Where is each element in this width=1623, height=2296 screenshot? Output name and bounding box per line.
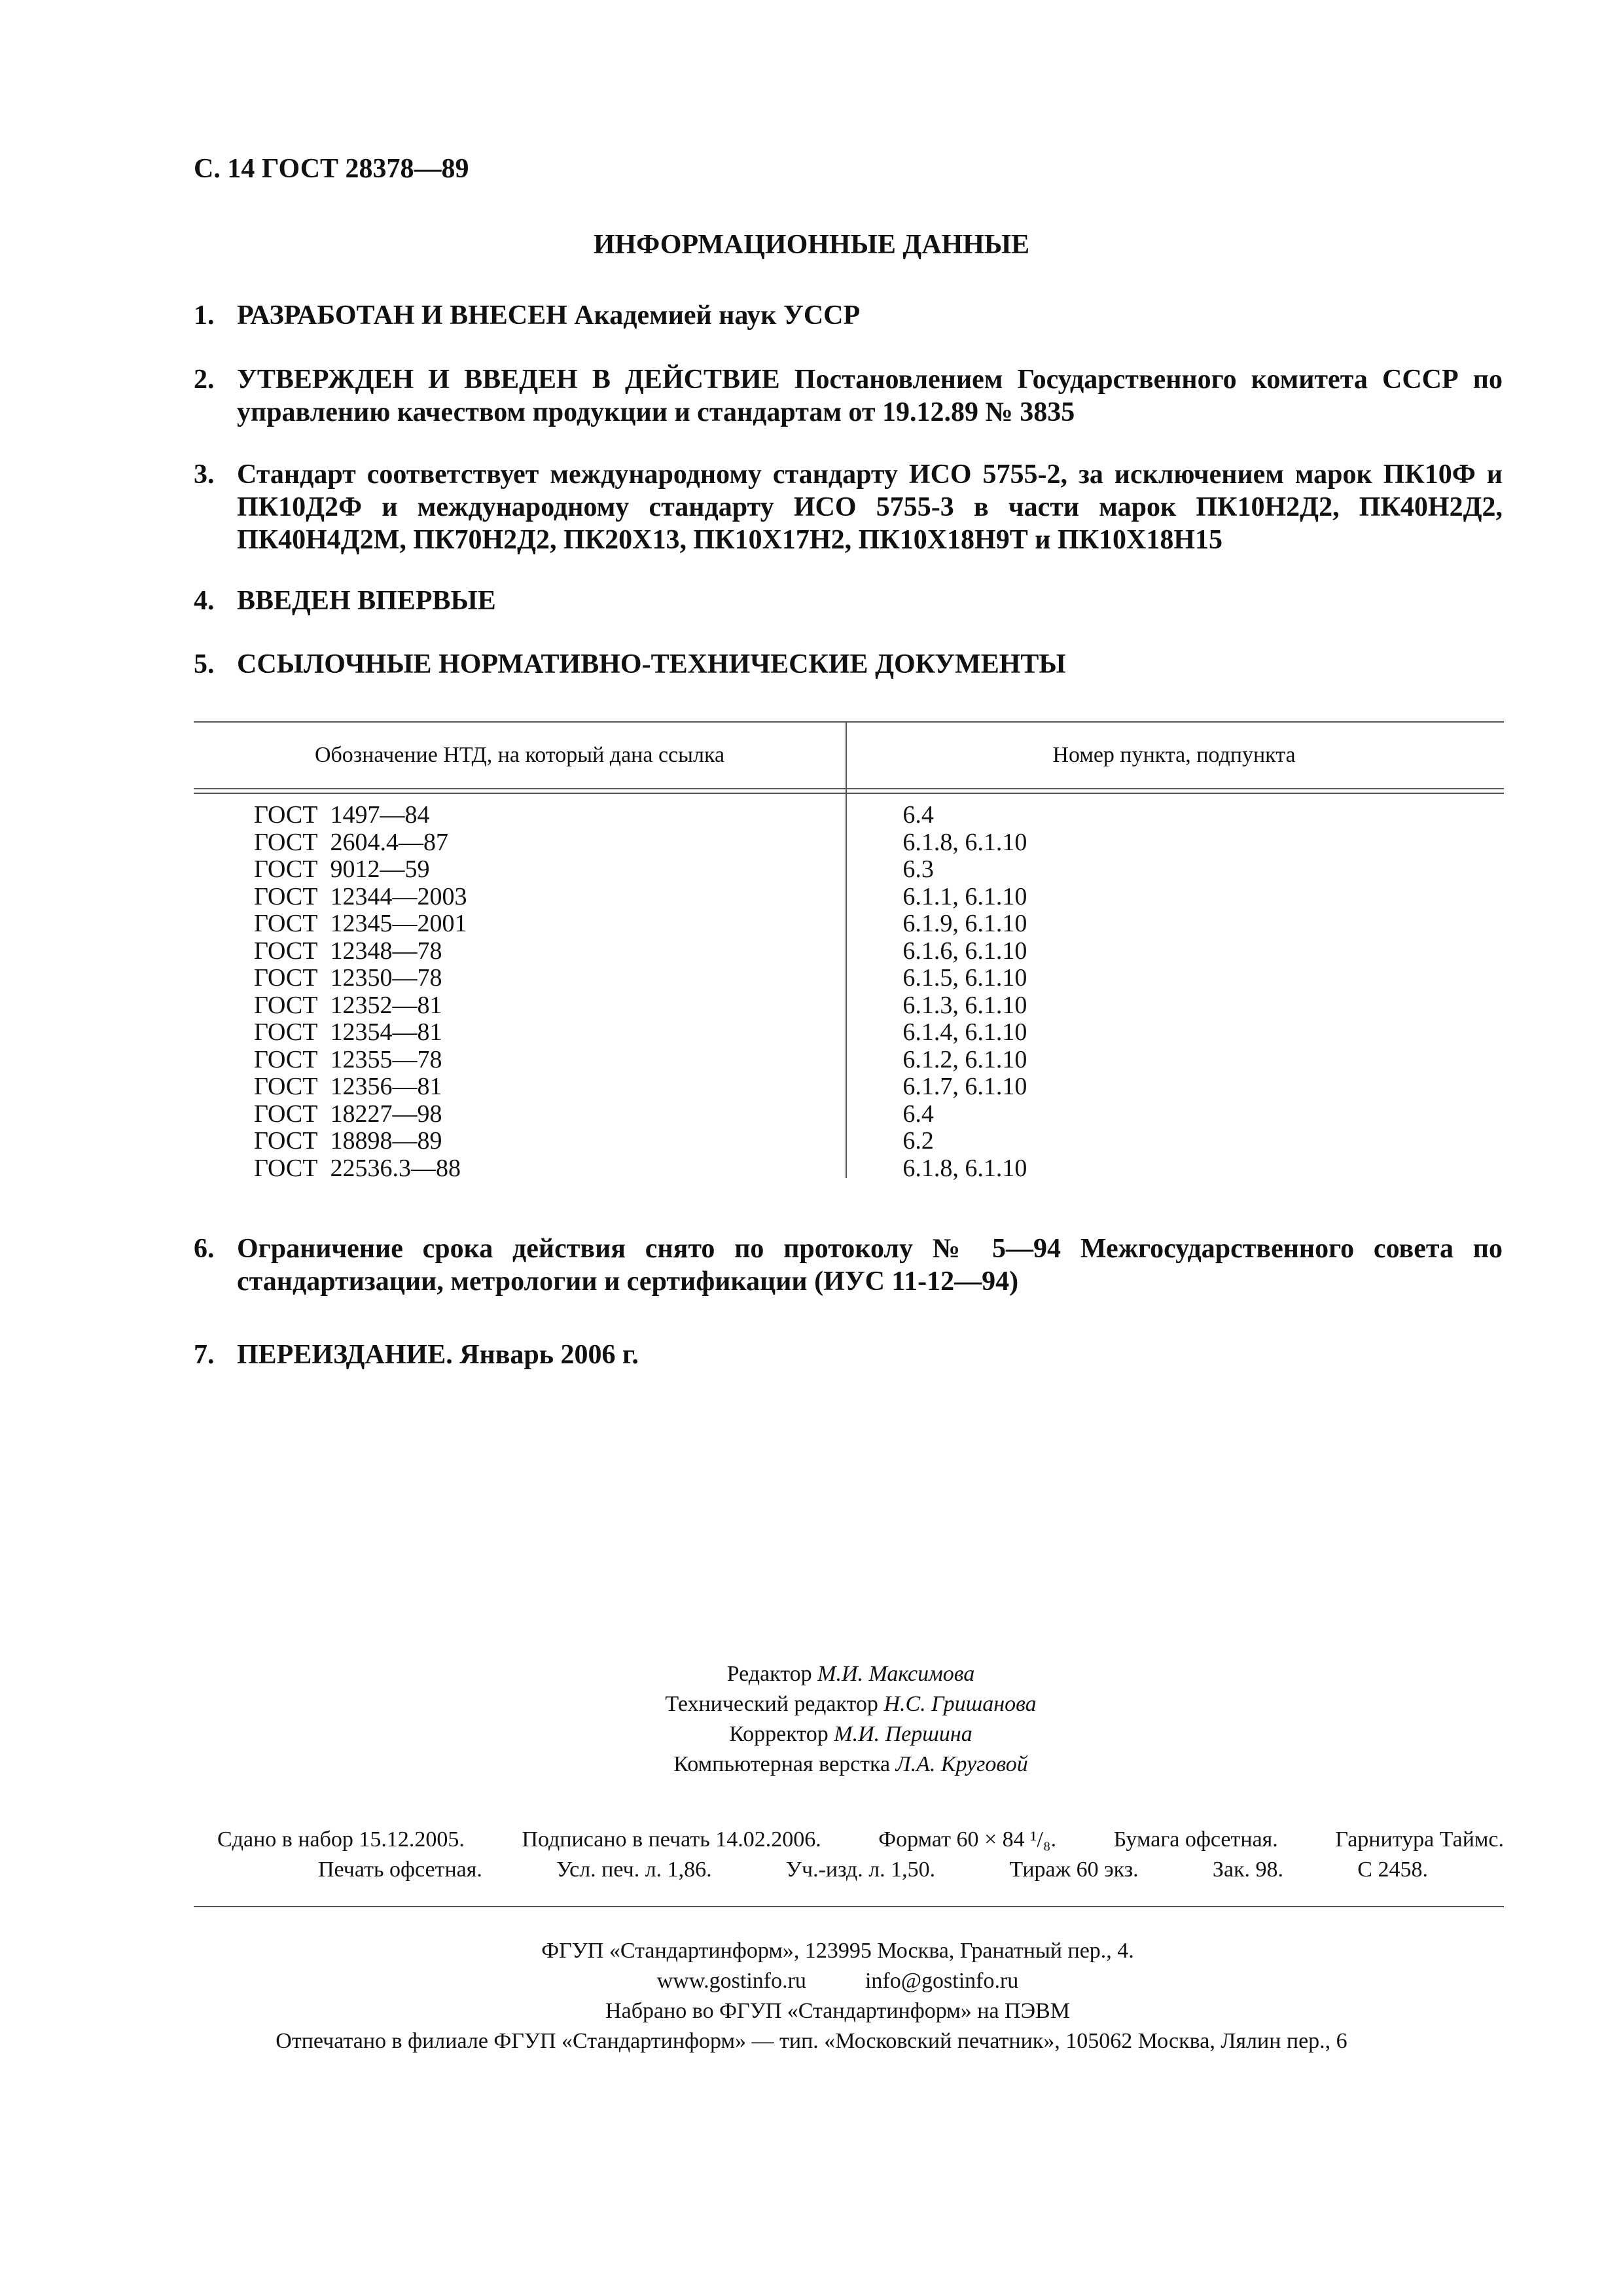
table-body (194, 794, 1504, 1182)
publisher-email-link[interactable]: info@gostinfo.ru (865, 1969, 1019, 1993)
table-cell-designation: ГОСТ 12352—81 (254, 991, 442, 1019)
imprint-field: С 2458. (1357, 1857, 1428, 1882)
item-text: РАЗРАБОТАН И ВНЕСЕН Академией наук УССР (237, 300, 861, 331)
table-cell-clause: 6.1.4, 6.1.10 (902, 1018, 1027, 1046)
imprint-field: Сдано в набор 15.12.2005. (217, 1827, 465, 1852)
item-number: 2. (194, 365, 215, 395)
item-text: Стандарт соответствует международному стандарту ИСО 5755-2, за исключением марок ПК10Ф и ПК10Д2Ф и международному стандарту ИСО 5755-3 в части марок ПК10Н2Д2, ПК40Н2Д2, ПК40Н4Д2М, ПК70Н2Д2, ПК20Х13, ПК10Х17Н2, ПК10Х18Н9Т и ПК10Х18Н15 (237, 459, 1503, 555)
imprint-field: Печать офсетная. (318, 1857, 482, 1882)
item-number: 1. (194, 300, 215, 331)
info-item-3 (194, 458, 1503, 556)
publisher-block (0, 1936, 1623, 2056)
table-cell-designation: ГОСТ 12350—78 (254, 964, 442, 992)
table-cell-designation: ГОСТ 18227—98 (254, 1100, 442, 1128)
table-cell-designation: ГОСТ 9012—59 (254, 855, 430, 883)
table-cell-designation: ГОСТ 1497—84 (254, 801, 430, 829)
running-head: С. 14 ГОСТ 28378—89 (194, 154, 469, 184)
table-cell-clause: 6.1.8, 6.1.10 (902, 1154, 1027, 1182)
reference-clauses (850, 794, 1504, 1182)
item-number: 6. (194, 1234, 215, 1264)
table-header (194, 723, 1504, 788)
imprint-field: Формат 60 × 84 ¹/₈. (878, 1827, 1057, 1852)
table-cell-clause: 6.1.6, 6.1.10 (902, 937, 1027, 965)
table-cell-clause: 6.1.1, 6.1.10 (902, 882, 1027, 910)
table-cell-clause: 6.1.3, 6.1.10 (902, 991, 1027, 1019)
table-cell-clause: 6.1.7, 6.1.10 (902, 1073, 1027, 1100)
publisher-website-link[interactable]: www.gostinfo.ru (656, 1969, 806, 1993)
imprint-line-1 (194, 1825, 1504, 1855)
publisher-printed: Отпечатано в филиале ФГУП «Стандартинформ» — тип. «Московский печатник», 105062 Москва, Лялин пер., 6 (276, 2029, 1347, 2053)
table-cell-designation: ГОСТ 12348—78 (254, 937, 442, 965)
table-cell-designation: ГОСТ 12355—78 (254, 1045, 442, 1073)
reference-designations (194, 794, 850, 1182)
item-number: 4. (194, 586, 215, 616)
imprint-field: Бумага офсетная. (1113, 1827, 1278, 1852)
table-header-rule (194, 788, 1504, 789)
table-cell-clause: 6.2 (902, 1127, 934, 1155)
item-text: ССЫЛОЧНЫЕ НОРМАТИВНО-ТЕХНИЧЕСКИЕ ДОКУМЕНТЫ (237, 649, 1066, 679)
item-text: ПЕРЕИЗДАНИЕ. Январь 2006 г. (237, 1340, 639, 1370)
table-cell-designation: ГОСТ 18898—89 (254, 1127, 442, 1155)
info-item-2 (194, 363, 1503, 429)
publisher-contacts (0, 1966, 1623, 1996)
credit-role: Корректор (729, 1722, 829, 1746)
credit-role: Компьютерная верстка (673, 1752, 891, 1776)
page-title: ИНФОРМАЦИОННЫЕ ДАННЫЕ (593, 230, 1030, 260)
credit-editor (0, 1659, 1623, 1689)
publisher-address: ФГУП «Стандартинформ», 123995 Москва, Гранатный пер., 4. (541, 1939, 1134, 1963)
table-header-cell: Обозначение НТД, на который дана ссылка (314, 743, 725, 767)
credit-proofreader (0, 1719, 1623, 1749)
credits-block (0, 1659, 1623, 1780)
table-column-divider (846, 721, 847, 1178)
table-cell-designation: ГОСТ 12345—2001 (254, 910, 467, 937)
credit-name: М.И. Максимова (817, 1662, 975, 1686)
table-cell-designation: ГОСТ 22536.3—88 (254, 1154, 461, 1182)
credit-layout (0, 1749, 1623, 1780)
imprint-field: Гарнитура Таймс. (1335, 1827, 1504, 1852)
table-cell-designation: ГОСТ 2604.4—87 (254, 828, 448, 856)
table-cell-clause: 6.1.2, 6.1.10 (902, 1045, 1027, 1073)
info-item-7 (194, 1338, 1503, 1371)
item-text: ВВЕДЕН ВПЕРВЫЕ (237, 586, 496, 616)
table-cell-clause: 6.4 (902, 801, 934, 829)
info-item-5 (194, 648, 1503, 681)
info-item-1 (194, 299, 1503, 332)
table-cell-designation: ГОСТ 12354—81 (254, 1018, 442, 1046)
table-header-cell: Номер пункта, подпункта (1052, 743, 1296, 767)
footer-rule (194, 1906, 1504, 1907)
imprint-block (194, 1825, 1504, 1885)
imprint-field: Подписано в печать 14.02.2006. (522, 1827, 821, 1852)
credit-role: Редактор (726, 1662, 812, 1686)
credit-role: Технический редактор (665, 1692, 878, 1716)
imprint-field: Зак. 98. (1212, 1857, 1284, 1882)
table-cell-designation: ГОСТ 12356—81 (254, 1073, 442, 1100)
item-number: 3. (194, 459, 215, 490)
table-cell-clause: 6.1.9, 6.1.10 (902, 910, 1027, 937)
table-cell-clause: 6.3 (902, 855, 934, 883)
reference-table (194, 721, 1504, 1182)
publisher-typeset: Набрано во ФГУП «Стандартинформ» на ПЭВМ (605, 1999, 1070, 2023)
item-text: УТВЕРЖДЕН И ВВЕДЕН В ДЕЙСТВИЕ Постановлением Государственного комитета СССР по управлению качеством продукции и стандартам от 19.12.89 № 3835 (237, 365, 1503, 427)
item-number: 7. (194, 1340, 215, 1370)
table-cell-designation: ГОСТ 12344—2003 (254, 882, 467, 910)
table-cell-clause: 6.1.8, 6.1.10 (902, 828, 1027, 856)
credit-name: Л.А. Круговой (895, 1752, 1028, 1776)
item-text: Ограничение срока действия снято по протоколу № 5—94 Межгосударственного совета по стандартизации, метрологии и сертификации (ИУС 11-12—94) (237, 1234, 1503, 1297)
item-number: 5. (194, 649, 215, 679)
credit-name: Н.С. Гришанова (883, 1692, 1037, 1716)
imprint-field: Уч.-изд. л. 1,50. (785, 1857, 936, 1882)
table-cell-clause: 6.4 (902, 1100, 934, 1128)
info-item-4 (194, 584, 1503, 617)
credit-tech-editor (0, 1689, 1623, 1719)
imprint-field: Усл. печ. л. 1,86. (556, 1857, 712, 1882)
info-item-6 (194, 1232, 1503, 1298)
imprint-line-2 (194, 1855, 1504, 1885)
table-cell-clause: 6.1.5, 6.1.10 (902, 964, 1027, 992)
credit-name: М.И. Першина (834, 1722, 972, 1746)
imprint-field: Тираж 60 экз. (1009, 1857, 1139, 1882)
